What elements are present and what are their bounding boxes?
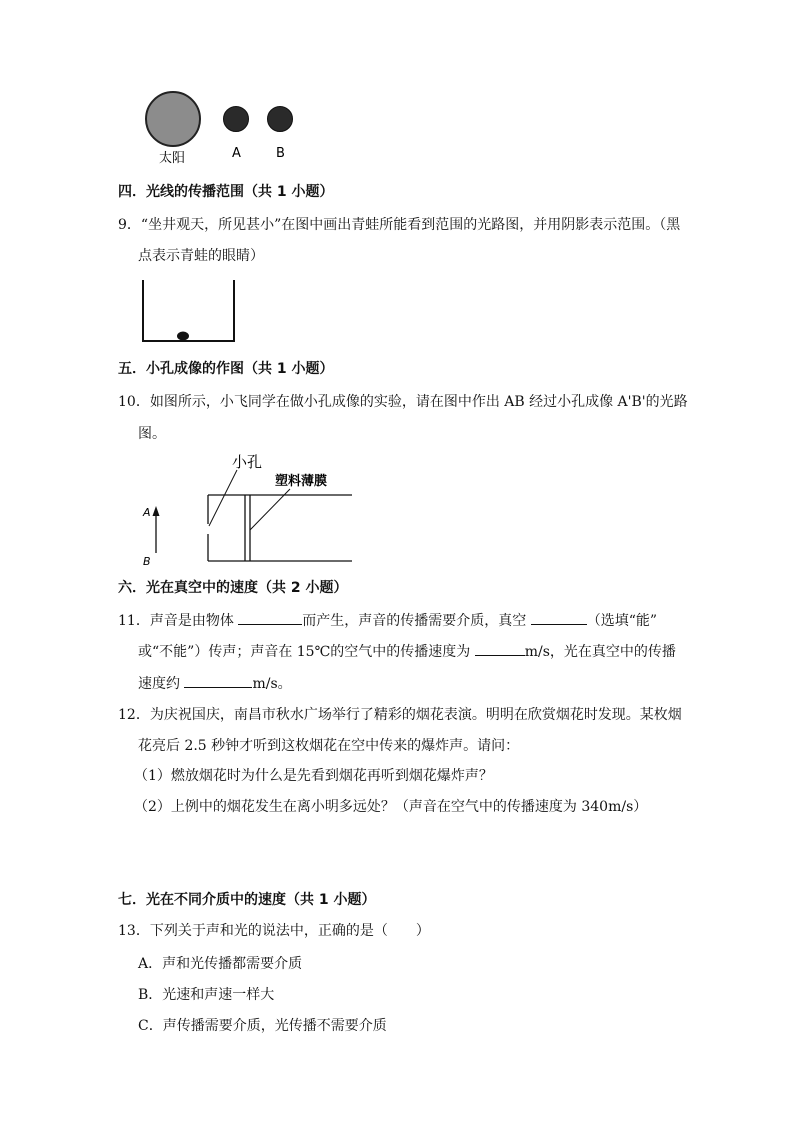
section7-heading: 七．光在不同介质中的速度（共 1 小题） — [118, 892, 376, 908]
q13-option-a: A．声和光传播都需要介质 — [138, 956, 303, 972]
arrow-label-a: A — [143, 506, 151, 519]
q12-line2: 花亮后 2.5 秒钟才听到这枚烟花在空中传来的爆炸声。请问： — [138, 738, 520, 754]
q11-text-3: （选填“能” — [586, 613, 658, 629]
object-arrow-head — [153, 506, 160, 516]
section6-heading: 六．光在真空中的速度（共 2 小题） — [118, 580, 348, 596]
sun-circle — [146, 92, 200, 146]
q11-text-6: 速度约 — [138, 676, 185, 692]
q11-text-4: 或“不能”）传声；声音在 15℃的空气中的传播速度为 — [138, 644, 475, 660]
q9-line2: 点表示青蛙的眼睛） — [138, 248, 264, 264]
q11-blank-1[interactable] — [238, 610, 302, 625]
q13-option-c: C．声传播需要介质，光传播不需要介质 — [138, 1018, 387, 1034]
frog-eye-dot — [177, 332, 189, 341]
pinhole-figure — [138, 448, 368, 572]
well-walls — [143, 280, 234, 341]
q11-blank-2[interactable] — [531, 610, 587, 625]
q11-text-2: 而产生，声音的传播需要介质，真空 — [302, 613, 531, 629]
q10-line1: 10．如图所示，小飞同学在做小孔成像的实验，请在图中作出 AB 经过小孔成像 A'B'的光路 — [118, 394, 688, 410]
q11-blank-4[interactable] — [184, 673, 252, 688]
q13-option-b: B．光速和声速一样大 — [138, 987, 275, 1003]
q11-line2 — [138, 641, 676, 662]
q13-stem: 13．下列关于声和光的说法中，正确的是（ ） — [118, 923, 430, 939]
q11-text-7: m/s。 — [252, 676, 292, 692]
ball-a-circle — [224, 107, 249, 132]
q12-sub1: （1）燃放烟花时为什么是先看到烟花再听到烟花爆炸声？ — [134, 768, 493, 784]
pinhole-label: 小孔 — [232, 453, 263, 471]
q11-blank-3[interactable] — [475, 641, 525, 656]
q9-line1: 9．“坐井观天，所见甚小”在图中画出青蛙所能看到范围的光路图，并用阴影表示范围。（黑 — [118, 217, 681, 233]
q12-line1: 12．为庆祝国庆，南昌市秋水广场举行了精彩的烟花表演。明明在欣赏烟花时发现。某枚烟 — [118, 707, 682, 723]
ball-a-label: A — [232, 146, 241, 161]
well-figure — [138, 276, 238, 346]
section5-heading: 五．小孔成像的作图（共 1 小题） — [118, 361, 334, 377]
q10-line2: 图。 — [138, 426, 166, 442]
q11-text-5: m/s，光在真空中的传播 — [524, 644, 676, 660]
ball-b-label: B — [276, 146, 285, 161]
q11-text-1: 11．声音是由物体 — [118, 613, 239, 629]
pinhole-leader — [209, 470, 237, 526]
sun-planets-figure — [130, 80, 310, 170]
sun-label: 太阳 — [159, 151, 186, 166]
arrow-label-b: B — [143, 555, 151, 568]
section4-heading: 四．光线的传播范围（共 1 小题） — [118, 184, 334, 200]
q12-sub2: （2）上例中的烟花发生在离小明多远处？（声音在空气中的传播速度为 340m/s） — [134, 799, 648, 815]
ball-b-circle — [268, 107, 293, 132]
q11-line3 — [138, 673, 292, 694]
q11-line1 — [118, 610, 657, 631]
film-label: 塑料薄膜 — [275, 474, 328, 489]
